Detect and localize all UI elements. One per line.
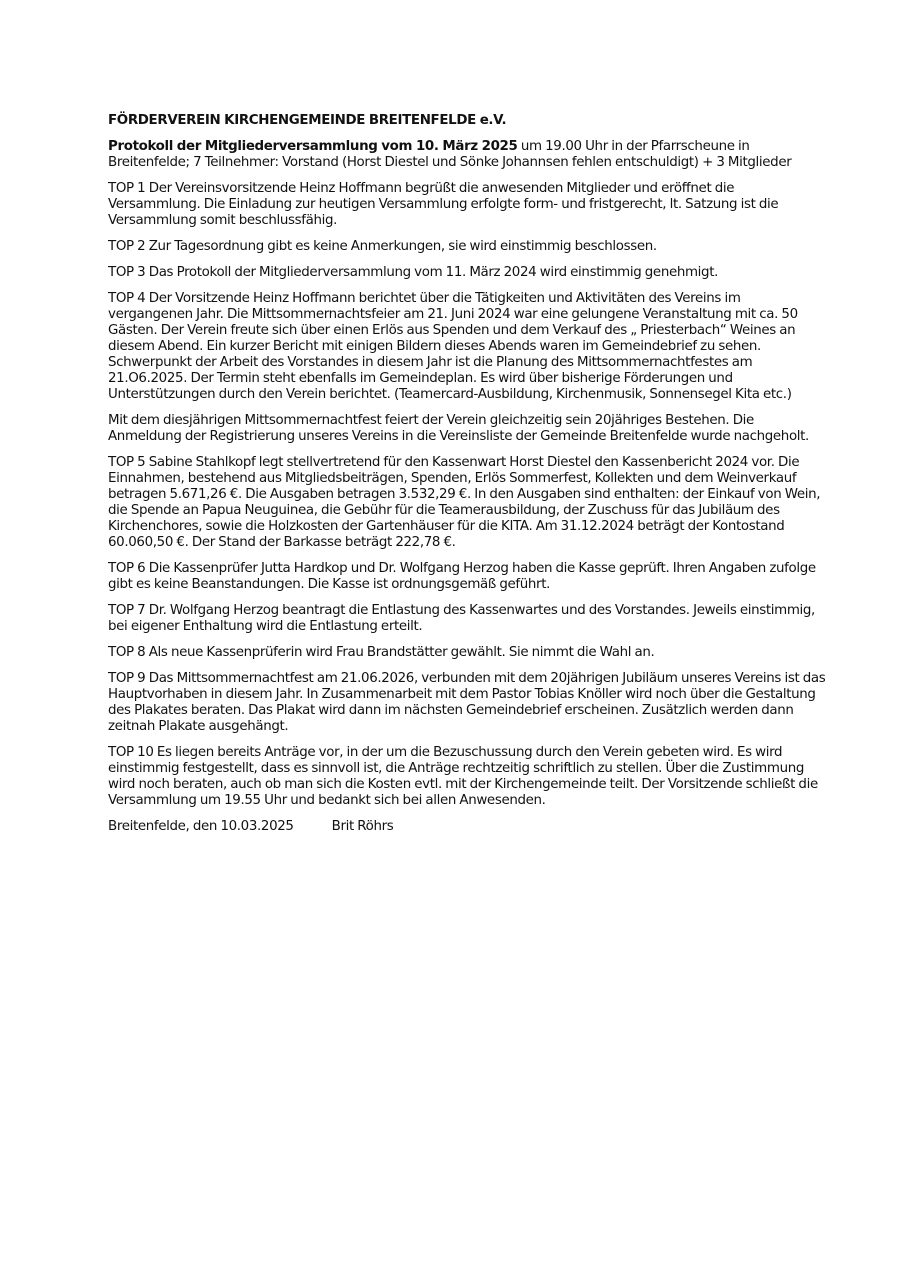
top-9-paragraph: TOP 9 Das Mittsommernachtfest am 21.06.2026, verbunden mit dem 20jährigen Jubiläum unseres Vereins ist das Hauptvorhaben in diesem Jahr. In Zusammenarbeit mit dem Pastor Tobias Knöller wird noch über die Gestaltung des Plakates beraten. Das Plakat wird dann im nächsten Gemeindebrief erscheinen. Zusätzlich werden dann zeitnah Plakate ausgehängt. [108,671,826,734]
top-6-paragraph: TOP 6 Die Kassenprüfer Jutta Hardkop und Dr. Wolfgang Herzog haben die Kasse geprüft. Ihren Angaben zufolge gibt es keine Beanstandungen. Die Kasse ist ordnungsgemäß geführt. [108,561,816,592]
top-3-paragraph: TOP 3 Das Protokoll der Mitgliederversammlung vom 11. März 2024 wird einstimmig genehmigt. [108,265,718,280]
anniversary-paragraph: Mit dem diesjährigen Mittsommernachtfest feiert der Verein gleichzeitig sein 20jähriges Bestehen. Die Anmeldung der Registrierung unseres Vereins in die Vereinsliste der Gemeinde Breitenfelde wurde nachgeholt. [108,413,809,444]
top-1-paragraph: TOP 1 Der Vereinsvorsitzende Heinz Hoffmann begrüßt die anwesenden Mitglieder und eröffnet die Versammlung. Die Einladung zur heutigen Versammlung erfolgte form- und fristgerecht, lt. Satzung ist die Versammlung somit beschlussfähig. [108,181,779,228]
document-page [108,113,828,845]
intro-details: um 19.00 Uhr in der Pfarrscheune in Breitenfelde; 7 Teilnehmer: Vorstand (Horst Diestel und Sönke Johannsen fehlen entschuldigt) + 3 Mitglieder [108,139,792,170]
signature-place-date: Breitenfelde, den 10.03.2025 [108,819,294,834]
top-10-paragraph: TOP 10 Es liegen bereits Anträge vor, in der um die Bezuschussung durch den Verein gebeten wird. Es wird einstimmig festgestellt, dass es sinnvoll ist, die Anträge rechtzeitig schriftlich zu stellen. Über die Zustimmung wird noch beraten, auch ob man sich die Kosten evtl. mit der Kirchengemeinde teilt. Der Vorsitzende schließt die Versammlung um 19.55 Uhr und bedankt sich bei allen Anwesenden. [108,745,818,808]
protocol-title: Protokoll der Mitgliederversammlung vom 10. März 2025 [108,139,518,154]
intro-paragraph [108,139,828,171]
top-2-paragraph: TOP 2 Zur Tagesordnung gibt es keine Anmerkungen, sie wird einstimmig beschlossen. [108,239,657,254]
top-7-paragraph: TOP 7 Dr. Wolfgang Herzog beantragt die Entlastung des Kassenwartes und des Vorstandes. Jeweils einstimmig, bei eigener Enthaltung wird die Entlastung erteilt. [108,603,815,634]
top-4-paragraph: TOP 4 Der Vorsitzende Heinz Hoffmann berichtet über die Tätigkeiten und Aktivitäten des Vereins im vergangenen Jahr. Die Mittsommernachtsfeier am 21. Juni 2024 war eine gelungene Veranstaltung mit ca. 50 Gästen. Der Verein freute sich über einen Erlös aus Spenden und dem Verkauf des „ Priesterbach“ Weines an diesem Abend. Ein kurzer Bericht mit einigen Bildern dieses Abends waren im Gemeindebrief zu sehen. Schwerpunkt der Arbeit des Vorstandes in diesem Jahr ist die Planung des Mittsommernachtfestes am 21.O6.2025. Der Termin steht ebenfalls im Gemeindeplan. Es wird über bisherige Förderungen und Unterstützungen durch den Verein berichtet. (Teamercard-Ausbildung, Kirchenmusik, Sonnensegel Kita etc.) [108,291,798,402]
signature-name: Brit Röhrs [331,819,394,834]
top-8-paragraph: TOP 8 Als neue Kassenprüferin wird Frau Brandstätter gewählt. Sie nimmt die Wahl an. [108,645,655,660]
top-5-paragraph: TOP 5 Sabine Stahlkopf legt stellvertretend für den Kassenwart Horst Diestel den Kassenbericht 2024 vor. Die Einnahmen, bestehend aus Mitgliedsbeiträgen, Spenden, Erlös Sommerfest, Kollekten und dem Weinverkauf betragen 5.671,26 €. Die Ausgaben betragen 3.532,29 €. In den Ausgaben sind enthalten: der Einkauf von Wein, die Spende an Papua Neuguinea, die Gebühr für die Teamerausbildung, der Zuschuss für das Jubiläum des Kirchenchores, sowie die Holzkosten der Gartenhäuser für die KITA. Am 31.12.2024 beträgt der Kontostand 60.060,50 €. Der Stand der Barkasse beträgt 222,78 €. [108,455,821,550]
signature-line [108,819,828,835]
organization-title: FÖRDERVEREIN KIRCHENGEMEINDE BREITENFELDE e.V. [108,113,507,128]
